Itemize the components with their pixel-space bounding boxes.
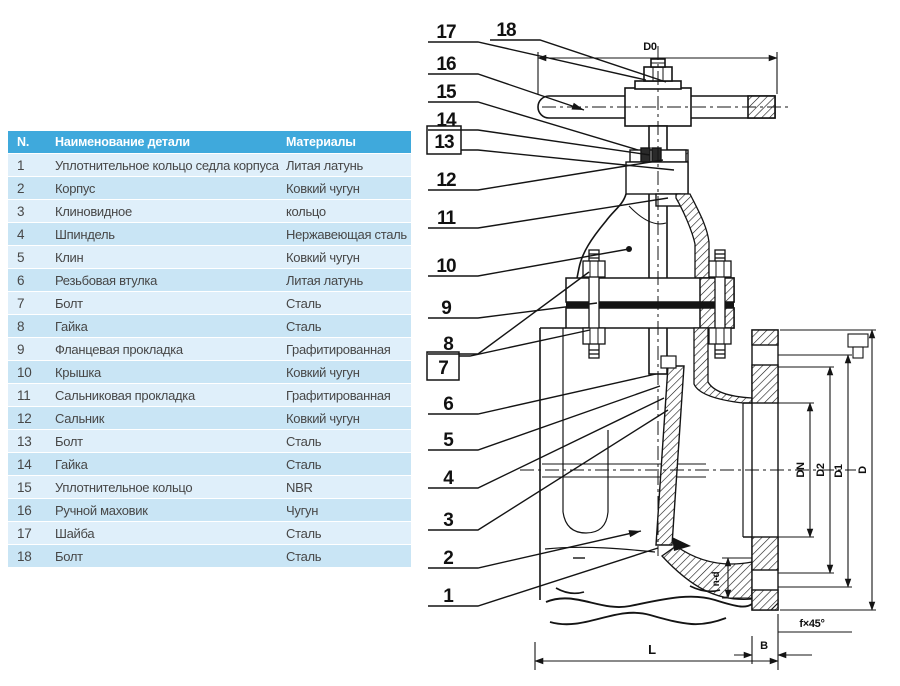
valve-geometry <box>520 46 876 670</box>
callout-label: 17 <box>436 22 456 43</box>
material-cell: Ковкий чугун <box>286 364 360 380</box>
part-number-cell: 5 <box>17 249 25 265</box>
dim-bolt-circle: D1 <box>833 464 845 478</box>
part-number-cell: 1 <box>17 157 25 173</box>
part-name-cell: Болт <box>55 433 83 449</box>
leader-dot <box>626 246 632 252</box>
material-cell: Ковкий чугун <box>286 180 360 196</box>
callout-label: 14 <box>436 110 456 131</box>
part-number-cell: 15 <box>17 479 32 495</box>
material-cell: Сталь <box>286 548 322 564</box>
part-name-cell: Уплотнительное кольцо <box>55 479 193 495</box>
callout-label: 2 <box>443 548 453 569</box>
dim-bolt-holes: n-d <box>711 571 722 587</box>
leader-line <box>490 40 666 82</box>
callout-label: 6 <box>443 394 453 415</box>
part-number-cell: 18 <box>17 548 32 564</box>
material-cell: Сталь <box>286 318 322 334</box>
part-name-cell: Шайба <box>55 525 95 541</box>
dim-bore: DN <box>795 462 807 478</box>
leader-line <box>428 386 660 450</box>
callout-label: 7 <box>438 358 448 379</box>
material-cell: Литая латунь <box>286 157 363 173</box>
part-name-cell: Сальник <box>55 410 105 426</box>
part-number-cell: 13 <box>17 433 32 449</box>
callout-label: 4 <box>443 468 453 489</box>
wedge <box>656 356 691 551</box>
dim-flange-thickness: B <box>760 640 768 652</box>
part-number-cell: 17 <box>17 525 32 541</box>
part-name-cell: Ручной маховик <box>55 502 148 518</box>
part-number-cell: 4 <box>17 226 25 242</box>
part-name-cell: Болт <box>55 548 83 564</box>
part-name-cell: Клин <box>55 249 84 265</box>
callout-label: 15 <box>436 82 456 103</box>
material-cell: Ковкий чугун <box>286 249 360 265</box>
callout-label: 13 <box>434 132 454 153</box>
part-name-cell: Шпиндель <box>55 226 115 242</box>
dim-outer-diameter: D <box>857 466 869 474</box>
leader-line <box>459 330 590 356</box>
part-number-cell: 10 <box>17 364 32 380</box>
header-part-name: Наименование детали <box>55 135 190 149</box>
stem-bushing <box>661 356 676 368</box>
dim-handwheel-diameter: D0 <box>643 41 657 53</box>
callout-label: 1 <box>443 586 453 607</box>
callout-label: 18 <box>496 20 516 41</box>
callout-label: 8 <box>443 334 453 355</box>
callout-label: 5 <box>443 430 453 451</box>
material-cell: Чугун <box>286 502 319 518</box>
leader-line <box>428 374 656 414</box>
part-name-cell: Клиновидное <box>55 203 132 219</box>
part-number-cell: 8 <box>17 318 25 334</box>
part-name-cell: Гайка <box>55 318 88 334</box>
leader-line <box>428 548 658 606</box>
callout-label: 16 <box>436 54 456 75</box>
dim-raised-face: D2 <box>815 463 827 477</box>
part-number-cell: 9 <box>17 341 25 357</box>
handwheel <box>538 59 775 126</box>
part-name-cell: Фланцевая прокладка <box>55 341 183 357</box>
material-cell: Сталь <box>286 525 322 541</box>
part-name-cell: Гайка <box>55 456 88 472</box>
material-cell: Сталь <box>286 456 322 472</box>
header-number: N. <box>17 135 30 149</box>
material-cell: Графитированная <box>286 387 391 403</box>
part-number-cell: 6 <box>17 272 25 288</box>
flange-stud-nut <box>848 334 868 347</box>
part-name-cell: Болт <box>55 295 83 311</box>
material-cell: кольцо <box>286 203 326 219</box>
dim-length: L <box>648 642 656 657</box>
part-number-cell: 12 <box>17 410 32 426</box>
part-number-cell: 11 <box>17 387 31 403</box>
part-number-cell: 7 <box>17 295 25 311</box>
part-number-cell: 3 <box>17 203 25 219</box>
material-cell: Ковкий чугун <box>286 410 360 426</box>
callout-label: 12 <box>436 170 456 191</box>
material-cell: Сталь <box>286 295 322 311</box>
leader-line <box>428 398 664 488</box>
material-cell: NBR <box>286 479 313 495</box>
leader-arrow <box>629 530 641 537</box>
material-cell: Нержавеющая сталь <box>286 226 407 242</box>
part-number-cell: 16 <box>17 502 32 518</box>
material-cell: Сталь <box>286 433 322 449</box>
header-material: Материалы <box>286 135 356 149</box>
callout-label: 10 <box>436 256 456 277</box>
dim-chamfer: f×45° <box>799 618 825 630</box>
part-name-cell: Крышка <box>55 364 101 380</box>
callout-label: 3 <box>443 510 453 531</box>
leader-line <box>428 531 641 568</box>
callout-label: 9 <box>441 298 451 319</box>
part-number-cell: 2 <box>17 180 25 196</box>
material-cell: Литая латунь <box>286 272 363 288</box>
part-name-cell: Резьбовая втулка <box>55 272 158 288</box>
part-name-cell: Уплотнительное кольцо седла корпуса <box>55 157 279 173</box>
part-name-cell: Корпус <box>55 180 96 196</box>
part-name-cell: Сальниковая прокладка <box>55 387 195 403</box>
callout-label: 11 <box>436 208 456 229</box>
part-number-cell: 14 <box>17 456 32 472</box>
leader-line <box>428 198 668 228</box>
material-cell: Графитированная <box>286 341 391 357</box>
